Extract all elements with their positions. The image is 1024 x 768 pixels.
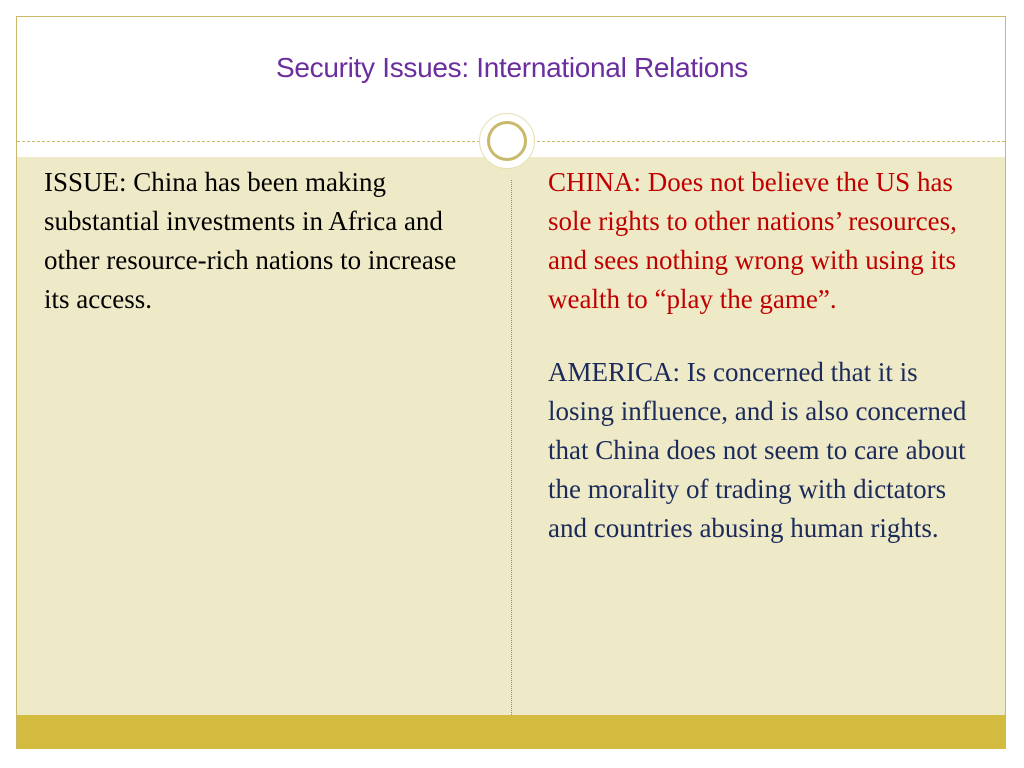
issue-text: ISSUE: China has been making substantial investments in Africa and other resource-rich nations to increase its access. [44,167,457,314]
column-divider [511,180,512,715]
china-position-text: CHINA: Does not believe the US has sole rights to other nations’ resources, and sees nothing wrong with using its wealth to “play the game”. [548,167,957,314]
circle-ring [487,121,527,161]
footer-bar [17,715,1005,749]
issue-column [44,163,484,319]
slide-title: Security Issues: International Relations [275,52,749,83]
positions-column [548,163,978,548]
america-position-text: AMERICA: Is concerned that it is losing influence, and is also concerned that China does not seem to care about the morality of trading with dictators and countries abusing human rights. [548,357,967,543]
circle-ornament-icon [479,113,535,169]
